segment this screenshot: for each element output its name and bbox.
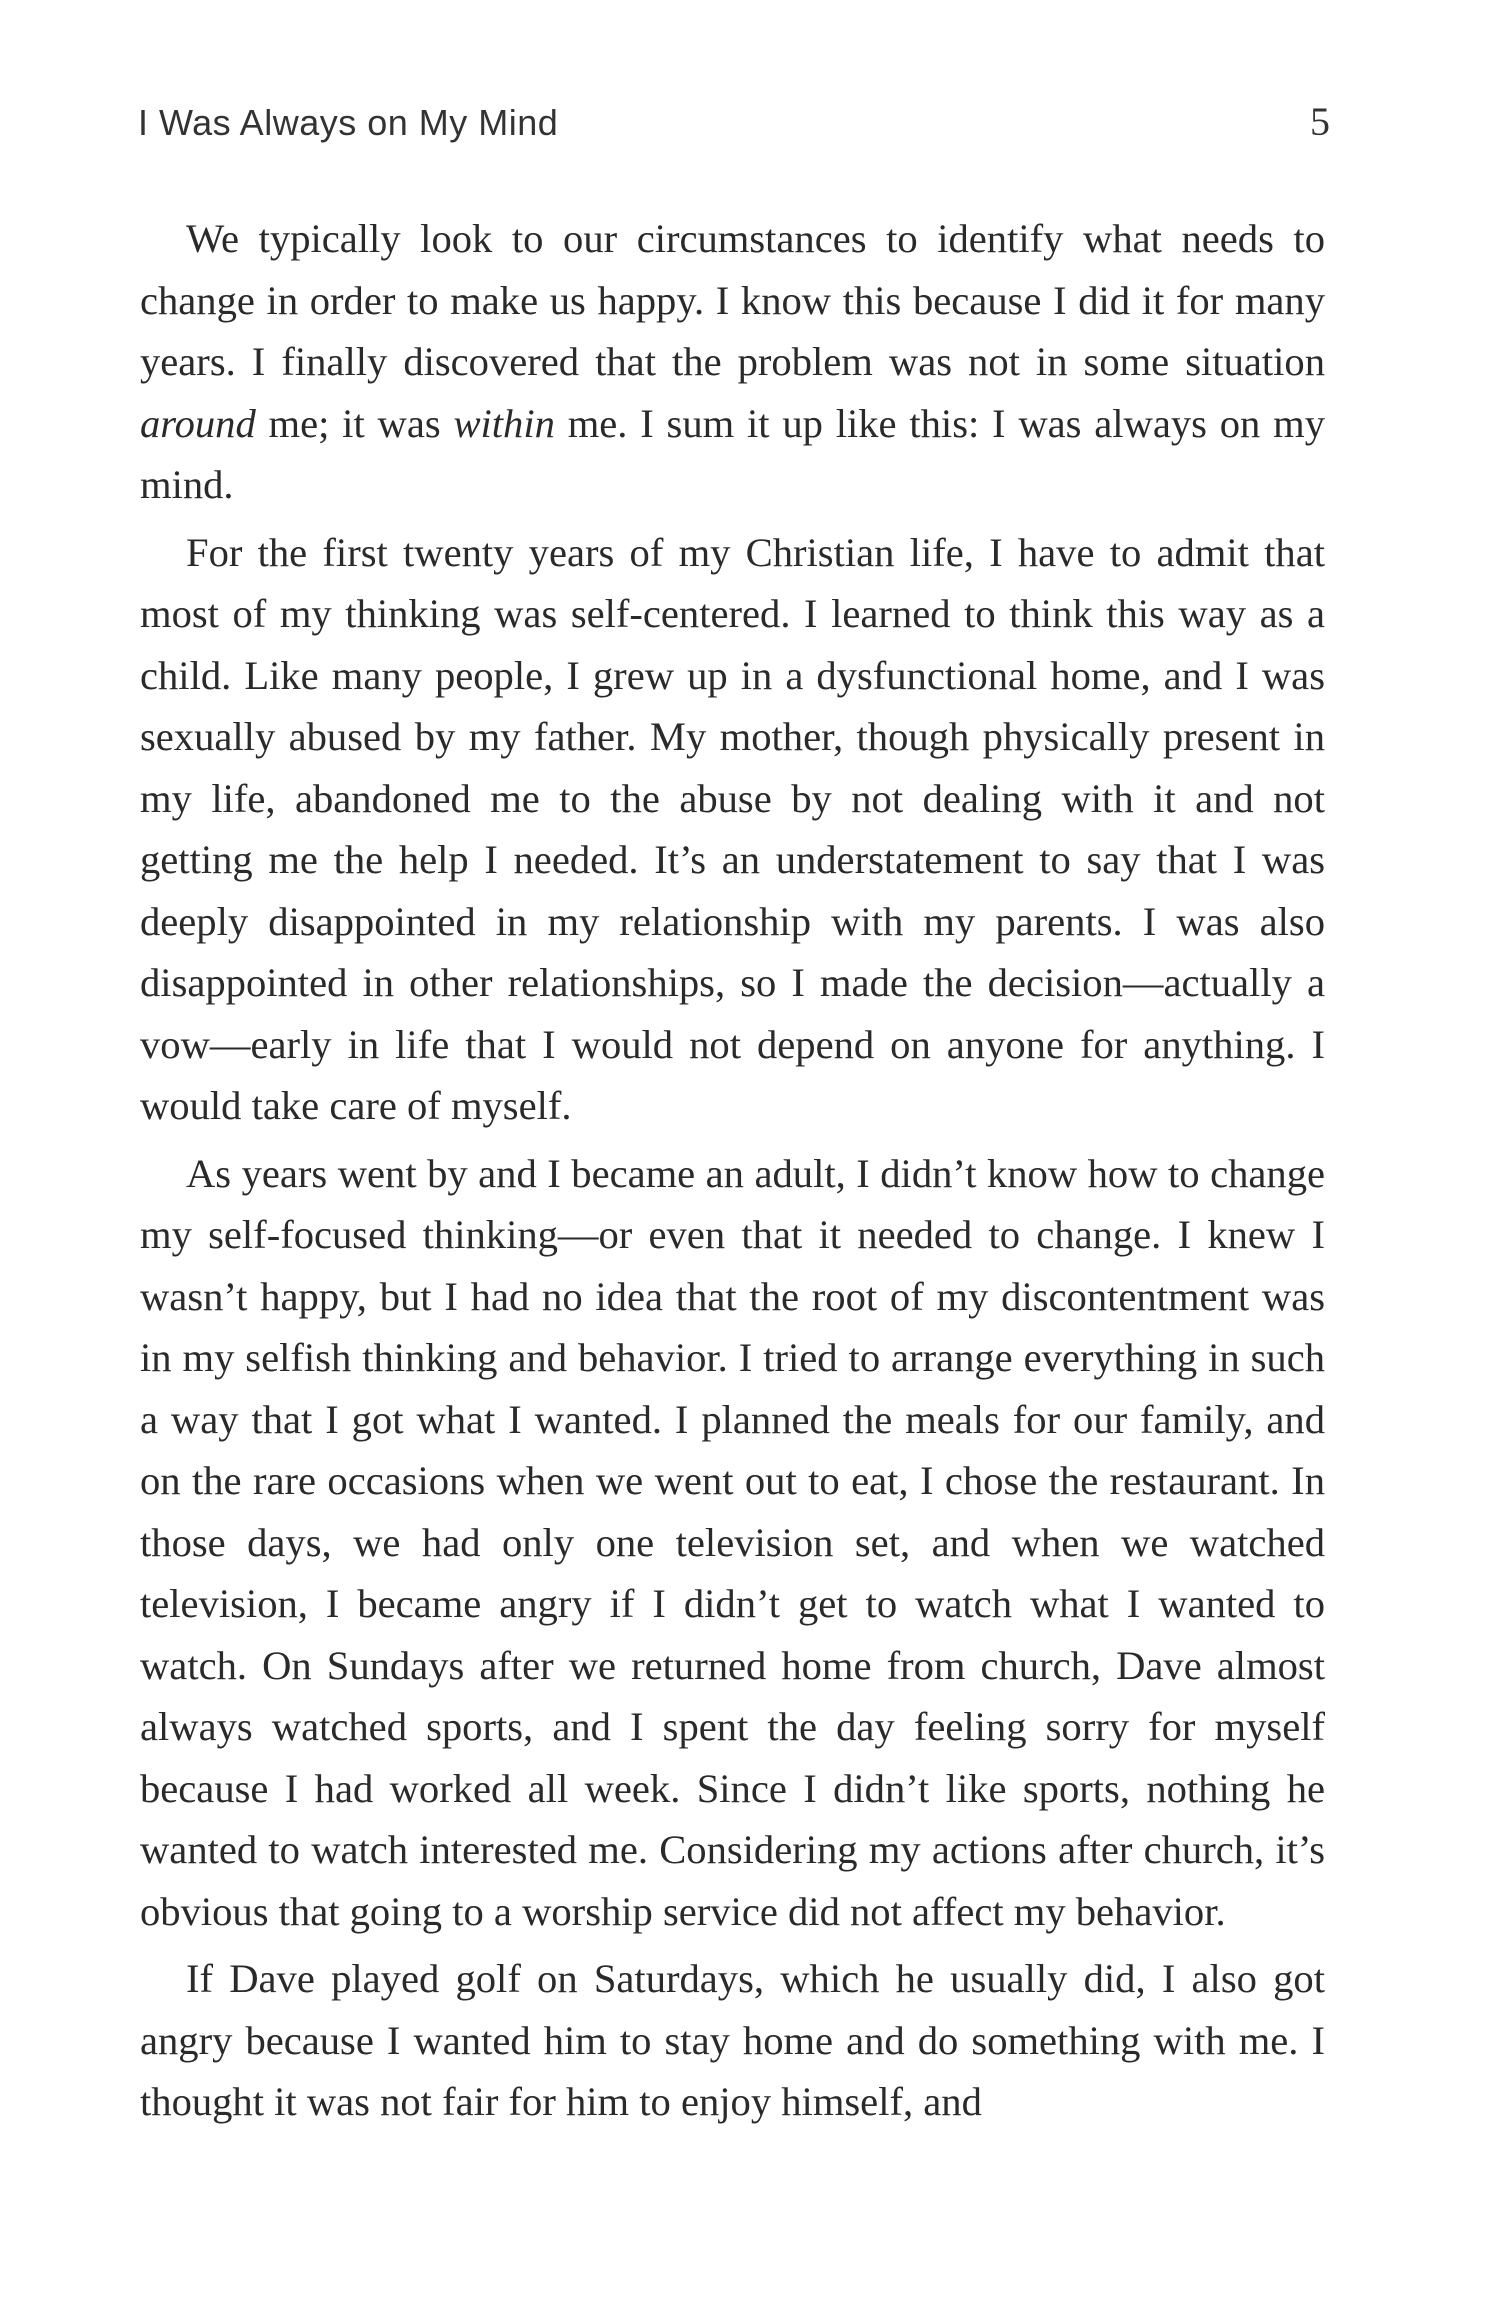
paragraph-1 bbox=[140, 208, 1325, 516]
paragraph-1-text-a: We typically look to our circumstances to identify what needs to change in order to make us happy. I know this because I did it for many years. I finally discovered that the problem was not in some situation bbox=[140, 216, 1325, 384]
page-number: 5 bbox=[1310, 99, 1330, 144]
body-text bbox=[140, 208, 1325, 2133]
emphasis-around: around bbox=[140, 400, 256, 446]
paragraph-1-text-b: me; it was bbox=[255, 400, 454, 446]
book-title: I Was Always on My Mind bbox=[138, 102, 559, 143]
paragraph-3: As years went by and I became an adult, I didn’t know how to change my self-focused thinking—or even that it needed to change. I knew I wasn’t happy, but I had no idea that the root of my discontentment was in my selfish thinking and behavior. I tried to arrange everything in such a way that I got what I wanted. I planned the meals for our family, and on the rare occasions when we went out to eat, I chose the restaurant. In those days, we had only one television set, and when we watched television, I became angry if I didn’t get to watch what I wanted to watch. On Sundays after we returned home from church, Dave almost always watched sports, and I spent the day feeling sorry for myself because I had worked all week. Since I didn’t like sports, nothing he wanted to watch interested me. Considering my actions after church, it’s obvious that going to a worship service did not affect my behavior. bbox=[140, 1150, 1325, 1934]
paragraph-2: For the first twenty years of my Christian life, I have to admit that most of my thinking was self-centered. I learned to think this way as a child. Like many people, I grew up in a dysfunctional home, and I was sexually abused by my father. My mother, though physically present in my life, abandoned me to the abuse by not dealing with it and not getting me the help I needed. It’s an understatement to say that I was deeply disappointed in my relationship with my parents. I was also disappointed in other relationships, so I made the decision—actually a vow—early in life that I would not depend on anyone for anything. I would take care of myself. bbox=[140, 529, 1325, 1128]
paragraph-1-text-c: me. I sum it up like this: I was always on my mind. bbox=[140, 400, 1325, 507]
paragraph-4: If Dave played golf on Saturdays, which he usually did, I also got angry because I wanted him to stay home and do something with me. I thought it was not fair for him to enjoy himself, and bbox=[140, 1956, 1325, 2124]
running-header bbox=[138, 98, 1330, 148]
emphasis-within: within bbox=[453, 400, 555, 446]
